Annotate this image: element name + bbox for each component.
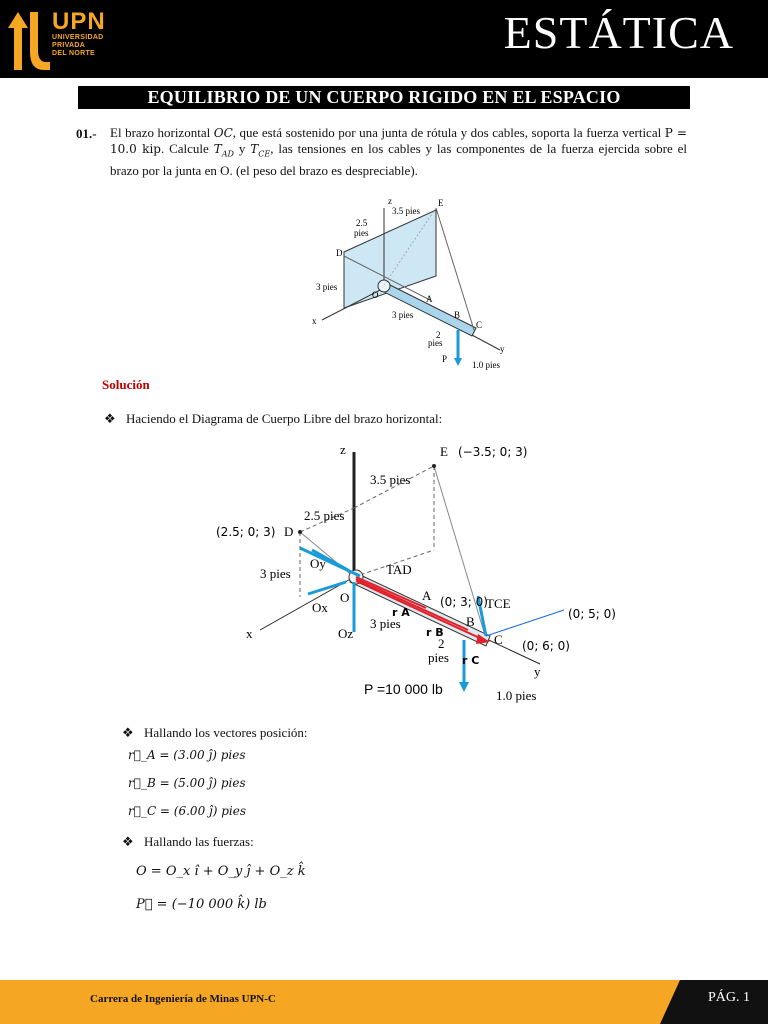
diamond-bullet-icon: ❖ <box>122 725 134 740</box>
fig1-dim-35: 3.5 pies <box>392 206 420 216</box>
fig1-c: C <box>476 320 483 330</box>
fig2-e: E <box>440 444 448 459</box>
page-header <box>0 0 768 78</box>
diamond-bullet-icon: ❖ <box>104 411 116 426</box>
math-p: P = 10.0 kip <box>110 126 687 156</box>
fig2-ra: r A <box>392 606 410 619</box>
logo-sub-3: DEL NORTE <box>52 50 96 57</box>
fig1-p: P <box>442 354 448 364</box>
equation-rb: r⃗_B = (5.00 ĵ) pies <box>128 776 246 790</box>
bullet-fuerzas-text: Hallando las fuerzas: <box>144 834 254 849</box>
fig1-dim-10: 1.0 pies <box>472 360 500 370</box>
section-title: EQUILIBRIO DE UN CUERPO RIGIDO EN EL ESPACIO <box>78 86 690 109</box>
tension-tad-arrow <box>300 548 360 576</box>
fig2-d-coord: (2.5; 0; 3) <box>216 525 276 539</box>
diamond-bullet-icon: ❖ <box>122 834 134 849</box>
vector-ra <box>356 577 426 608</box>
math-oc: OC <box>213 126 233 140</box>
fig2-a: A <box>422 588 432 603</box>
fig2-o: O <box>340 590 350 605</box>
fig1-z: z <box>388 196 392 206</box>
math-tce: T <box>250 142 259 156</box>
problem-text-4: y <box>233 141 251 156</box>
point-d <box>298 530 302 534</box>
fig2-c: C <box>494 632 503 647</box>
bullet-vectores <box>122 725 308 741</box>
header-title: ESTÁTICA <box>503 7 734 58</box>
fig1-dim-3b: 3 pies <box>392 310 414 320</box>
fig2-ox: Ox <box>312 600 328 615</box>
fig2-tce: TCE <box>486 596 511 611</box>
problem-text-3: . Calcule <box>160 141 214 156</box>
ball-joint <box>378 280 390 292</box>
fig2-oz: Oz <box>338 626 354 641</box>
fig2-dim-10: 1.0 pies <box>496 688 537 703</box>
fig2-tad: TAD <box>386 562 412 577</box>
fig2-dim-3b: 3 pies <box>370 616 401 631</box>
fig1-d: D <box>336 248 343 258</box>
fig2-x: x <box>246 626 253 641</box>
force-p-head <box>454 358 462 366</box>
solution-heading: Solución <box>102 377 150 392</box>
fig1-b: B <box>454 310 461 320</box>
fig2-d: D <box>284 524 294 539</box>
bullet-fuerzas <box>122 834 254 850</box>
fig2-b: B <box>466 614 475 629</box>
page-number: PÁG. 1 <box>708 990 751 1005</box>
bullet-vectores-text: Hallando los vectores posición: <box>144 725 308 740</box>
logo-text <box>52 10 106 58</box>
math-tad-sub: AD <box>221 149 234 159</box>
fig2-dim-3: 3 pies <box>260 566 291 581</box>
fig1-x: x <box>312 316 317 326</box>
force-p-head <box>459 682 469 692</box>
fig2-a-coord: (0; 3; 0) <box>440 595 488 609</box>
logo-sub-1: UNIVERSIDAD <box>52 34 104 41</box>
fig2-z: z <box>340 442 346 457</box>
fig1-dim-3: 3 pies <box>316 282 338 292</box>
problem-text-2: , que está sostenido por una junta de rótula y dos cables, soporta la fuerza vertical <box>232 125 665 140</box>
fig2-y5-coord: (0; 5; 0) <box>568 607 616 621</box>
fig2-dim-35: 3.5 pies <box>370 472 411 487</box>
fig1-dim-2: 2 <box>436 330 441 340</box>
problem-text-5: , las tensiones en los cables y las componentes de la fuerza ejercida sobre el brazo por la junta en O. (el peso del brazo es despreciable). <box>110 141 687 178</box>
bullet-dcl <box>104 411 442 427</box>
fig1-dim-25b: pies <box>354 228 369 238</box>
math-tce-sub: CE <box>258 149 271 159</box>
fig2-rc: r C <box>462 654 480 667</box>
equation-p: P⃗ = (−10 000 k̂) lb <box>136 897 267 912</box>
fig2-oy: Oy <box>310 556 326 571</box>
problem-statement <box>110 125 687 179</box>
math-tad: T <box>213 142 222 156</box>
fig1-a: A <box>426 294 433 304</box>
fig2-c-coord: (0; 6; 0) <box>522 639 570 653</box>
fig2-y: y <box>534 664 541 679</box>
fig2-p-label: P =10 000 lb <box>364 681 443 697</box>
free-body-diagram <box>200 432 630 707</box>
fig2-e-coord: (−3.5; 0; 3) <box>458 445 528 459</box>
fig2-dim-25: 2.5 pies <box>304 508 345 523</box>
problem-figure <box>300 190 525 375</box>
fig1-dim-2b: pies <box>428 338 443 348</box>
equation-ra: r⃗_A = (3.00 ĵ) pies <box>128 748 246 762</box>
fig2-dim-2b: pies <box>428 650 449 665</box>
equation-rc: r⃗_C = (6.00 ĵ) pies <box>128 804 247 818</box>
problem-number: 01.- <box>76 126 97 141</box>
fig1-e: E <box>438 198 444 208</box>
fig1-o: O <box>372 290 379 300</box>
point-e <box>432 464 436 468</box>
vector-rc <box>356 581 484 640</box>
logo-main: UPN <box>52 8 106 35</box>
fig2-dim-2: 2 <box>438 636 445 651</box>
footer-text: Carrera de Ingeniería de Minas UPN-C <box>90 993 276 1005</box>
logo-sub-2: PRIVADA <box>52 42 86 49</box>
problem-text-1: El brazo horizontal <box>110 125 214 140</box>
fig1-y: y <box>500 344 505 354</box>
bullet-dcl-text: Haciendo el Diagrama de Cuerpo Libre del brazo horizontal: <box>126 411 443 426</box>
fig1-dim-25: 2.5 <box>356 218 368 228</box>
fig2-rb: r B <box>426 626 444 639</box>
equation-o: O = O_x î + O_y ĵ + O_z k̂ <box>136 864 306 879</box>
